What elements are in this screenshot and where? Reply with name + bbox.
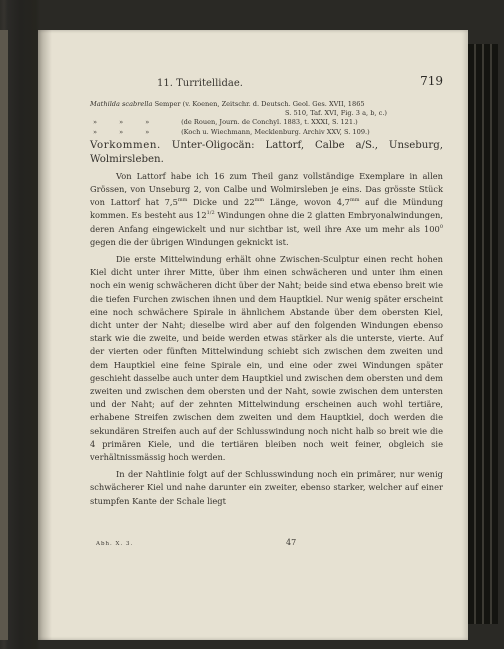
paragraph-text: Von Lattorf habe ich 16 zum Theil ganz vollständige Exemplare in allen Grössen, von Unseburg 2, von Calbe und Wolmirsleben je eins. Das grösste Stück von Lattorf hat 7,5 — [90, 170, 443, 208]
vorkommen-paragraph — [90, 139, 443, 167]
synonym-citation: (de Rouen, Journ. de Conchyl. 1883, t. XXXI, S. 121.) — [181, 118, 358, 127]
synonym-line — [90, 118, 443, 127]
synonym-line — [90, 100, 443, 109]
species-name: Mathilda scabrella — [90, 100, 153, 108]
paragraph: In der Nahtlinie folgt auf der Schlusswindung noch ein primärer, nur wenig schwächerer Kiel und nahe darunter ein zweiter, ebenso starker, welcher auf einer stumpfen Kante der Schale liegt — [90, 469, 443, 506]
paragraph-text: auf die Mündung kommen. Es besteht aus 12 — [90, 197, 444, 221]
page-stack-stripe — [490, 44, 492, 624]
page-body — [90, 100, 443, 508]
synonym-citation: (v. Koenen, Zeitschr. d. Deutsch. Geol. Ges. XVII, 1865 — [182, 100, 365, 108]
page-footer — [90, 538, 443, 550]
page-stack-stripe — [482, 44, 484, 624]
unit-mm: mm — [349, 197, 360, 204]
paragraph-text: gegen die der übrigen Windungen geknickt ist. — [90, 236, 289, 247]
paragraph-text: Länge, wovon 4,7 — [264, 197, 350, 208]
author-name: Semper — [154, 100, 181, 108]
paragraph-text: Dicke und 22 — [187, 197, 255, 208]
vorkommen-text: Unter-Oligocän: Lattorf, Calbe a/S., Unseburg, Wolmirsleben. — [90, 139, 443, 165]
paragraph-text: Windungen ohne die 2 glatten Embryonalwindungen, deren Anfang eingewickelt und nur sichtbar ist, weil ihre Axe um mehr als 100 — [90, 210, 443, 234]
page-stack-stripe — [474, 44, 476, 624]
page-gutter-shadow — [38, 30, 52, 640]
left-page-edge — [0, 30, 8, 640]
unit-mm: mm — [177, 197, 188, 204]
paragraph: Die erste Mittelwindung erhält ohne Zwischen-Sculptur einen recht hohen Kiel dicht unter ihrer Mitte, über ihm einen schwächeren und unter ihm einen noch ein wenig schwächeren dicht über der Naht; beide sind etwa ebenso breit wie die tiefen Furchen zwischen ihnen und dem Hauptkiel. Nur wenig später erscheint eine noch schwächere Spirale in ähnlichem Abstande über dem obersten Kiel, dicht unter der Naht; dieselbe wird aber auf den folgenden Windungen ebenso stark wie die zweite, und beide werden etwas stärker als die unterste, vierte. Auf der vierten oder fünften Mittelwindung schiebt sich zwischen dem zweiten und dem Hauptkiel eine feine Spirale ein, und eine oder zwei Windungen später geschieht dasselbe auch unter dem Hauptkiel und zwischen dem obersten und dem zweiten und zwischen dem obersten und der Naht, sowie zwischen dem untersten und der Naht; auf der zehnten Mittelwindung erscheinen auch wohl tertiäre, erhabene Streifen zwischen dem zweiten und dem Hauptkiel, doch werden die sekundären Streifen auch auf der Schlusswindung noch nicht halb so breit wie die 4 primären Kiele, und die tertiären bleiben noch weit feiner, obgleich sie verhältnissmässig hoch werden. — [90, 254, 443, 463]
sheet-number: 47 — [286, 538, 297, 547]
paragraph — [90, 170, 443, 249]
vorkommen-label: Vorkommen. — [90, 139, 161, 151]
running-head: 11. Turritellidae. — [157, 78, 243, 89]
degree-sign: 0 — [439, 223, 443, 230]
fraction: 1/2 — [206, 210, 215, 217]
ditto-marks: » » » — [93, 127, 160, 136]
right-page-stack — [468, 44, 498, 624]
ditto-marks: » » » — [93, 118, 160, 127]
synonym-line — [90, 128, 443, 137]
page-number: 719 — [420, 74, 443, 88]
synonym-continuation: S. 510, Taf. XVI, Fig. 3 a, b, c.) — [284, 109, 387, 118]
page-header — [157, 74, 443, 90]
unit-mm: mm — [254, 197, 265, 204]
signature-mark: Abh. X. 3. — [96, 541, 134, 547]
synonym-citation: (Koch u. Wiechmann, Mecklenburg. Archiv XXV, S. 109.) — [181, 127, 370, 136]
